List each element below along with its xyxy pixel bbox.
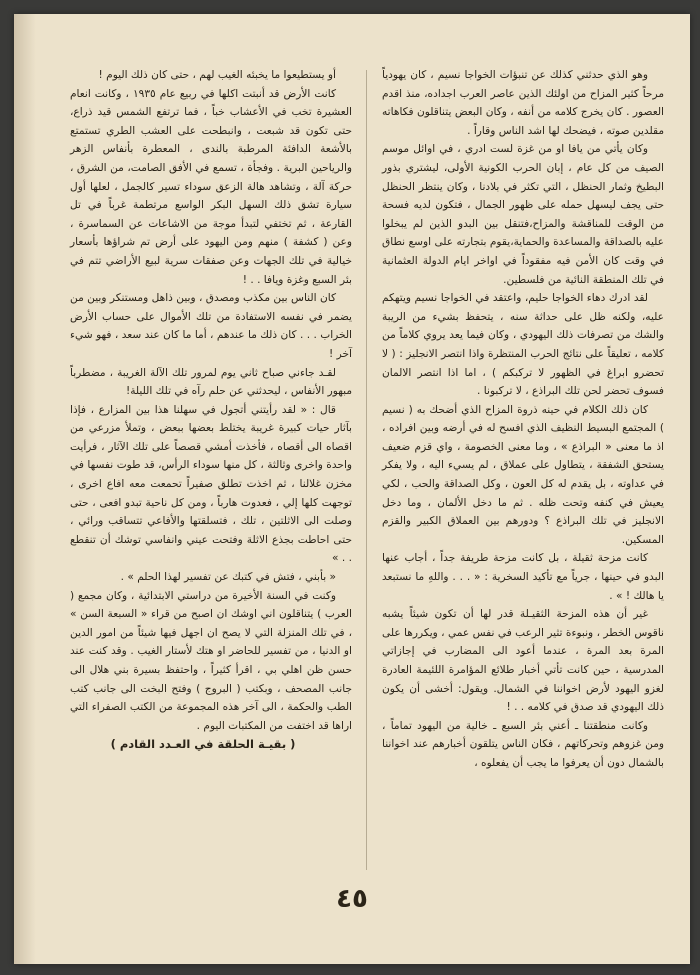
left-text-column: [70, 66, 352, 754]
paragraph: وكانت منطقتنا ـ أعني بئر السبع ـ خالية من اليهود تماماً ، ومن غزوهم وتحركاتهم ، فكان الناس يتلقون أخبارهم عند اخواننا بالشمال دون أن يعرفوا ما يجب أن يفعلوه ،: [382, 719, 664, 769]
paragraph: قال : « لقد رأيتني أتجول في سهلنا هذا بين المزارع ، فإذا بآثار حيات كبيرة غريبة يختلط بعضها ببعض ، وتملأ مزرعي من اقصاه الى أقصاه ، فأخذت أمشي قصصاً على تلك الآثار ، فرأيت واحدة واخرى وثالثة ، كل منها سوداء الرأس، قد طوت نفسها في مخزن غلالنا ، ثم اخذت تطلق صفيراً تحمعت معه افاع اخرى ، توجهت كلها إلي ، فعدوت هارباً ، ومن كل ناحية تبدو افعى ، حتى وصلت الى الاثلتين ، تلك ، فتسلقتها والأفاعي تتساقب ورائي ، حتى احاطت بجذع الاثلة وفتحت عيني وانفاسي توشك أن تنقطع . . »: [70, 403, 352, 565]
column-divider: [366, 70, 367, 870]
paragraph: لقد ادرك دهاء الخواجا حليم، واعتقد في الخواجا نسيم ويتهكم عليه، ولكنه ظل على حداثة سنه ، يتحفظ بشيء من الريبة والشك من تصرفات ذلك اليهودي ، وكان فيما يعد يروي كلاماً من كلامه ، تعليقاً على نتائج الحرب المنتظرة واذا انتصر الانجليز : ( لا تحضرو ابراغ في الظهور لا تركبكم ) ، اما اذا انتصر الالمان فسوف تحضر لحن تلك البراذع ، لا تركبونا .: [382, 292, 664, 398]
paragraph: كانت الأرض قد أنبتت اكلها في ربيع عام ١٩٣٥ ، وكانت انعام العشيرة تخب في الأعشاب خباً ، فما ترتفع الشمس قيد ذراع، حتى تكون قد شبعت ، وانبطحت على العشب الطري تستمتع بالأشعة الدافئة المرطبة بالندى ، المعطرة بأنفاس الزهر والرياحين البرية . وفجأة ، تسمع في الأفق الصامت، من الشرق ، حركة آلة ، وتشاهد هالة الزعق سوداء تسير كالجمل ، لعلها أول سيارة تشق ذلك السهل البكر الواسع مرتطمة غرباً في تل القارعة ، ثم تختفي لتبدأ موجة من الاشاعات عن السماسرة ، وعن ( كشفة ) منهم ومن اليهود على أرض تم شراؤها بأسعار خيالية في تلك الجهات وعن صفقات سرية لبيع الأراضي تتم في بئر السبع وغزة ويافا . . !: [70, 87, 352, 286]
magazine-page: [14, 14, 690, 964]
paragraph: وكان يأتي من يافا او من غزة لست ادري ، في اوائل موسم الصيف من كل عام ، إبان الحرب الكونية الأولى، ليشتري بذور البطيخ وثمار الحنظل ، التي تكثر في بلادنا ، وكان ينتظر الحنظل حتى يجف ليسهل حمله على ظهور الجمال ، فتكون لديه فسحة من الوقت للمناقشة والمزاح،فتنقل بين البدو الذين لم يبخلوا عليه بالصداقة والمساعدة والحماية،يقوم بتجارته على اوسع نطاق في وقت كان الأمن فيه مفقوداً في اواخر ايام الدولة العثمانية في تلك المنطقة النائية من فلسطين.: [382, 143, 664, 286]
paragraph: وكنت في السنة الأخيرة من دراستي الابتدائية ، وكان مجمع ( العرب ) يتناقلون اني اوشك ان اصبح من قراء « السبعة السن » ، في تلك المنزلة التي لا يصح ان اجهل فيها شيئاً من امور الدين او الدنيا ، من تفسير للحاضر او هتك لأستار الغيب . وقد كنت عند حسن ظن اهلي بي ، اقرأ كثيراً ، واحتفظ بسيرة بني هلال الى جانب المصحف ، وبكتب ( البروج ) وفتح البخت الى جانب كتب الطب والحكمة ، الى آخر هذه المجموعة من الكتب الصفراء التي اراها قد اختفت من المكتبات اليوم .: [70, 589, 352, 732]
paragraph: كانت مزحة ثقيلة ، بل كانت مزحة طريفة جداً ، أجاب عنها البدو في حينها ، جرياً مع تأكيد السخرية : « . . . واللهِ ما نستبعد يا هالك ! » .: [382, 552, 664, 602]
right-text-column: [382, 66, 664, 773]
paragraph: غير أن هذه المزحة الثقيـلة قدر لها أن تكون شيئاً يشبه ناقوس الخطر ، ونبوءة تثير الرعب في نفس عمي ، ويكررها على المرة بعد المرة ، عندما أعود الى المضارب في إجازاتي المدرسية ، حين كانت تأتي أخبار طلائع المؤامرة اللئيمة العادرة لغزو اليهود لأرض اخواننا في الشمال. ويقول: أخشى أن يكون ذلك اليهودي قد صدق في كلامه . . !: [382, 608, 664, 714]
page-number: ٤٥: [336, 884, 368, 914]
paragraph: لقـد جاءني صباح ثاني يوم لمرور تلك الآلة الغريبة ، مضطرباً مبهور الأنفاس ، ليحدثني عن حلم رآه في تلك الليلة!: [70, 366, 352, 398]
paragraph: كان الناس بين مكذب ومصدق ، وبين ذاهل ومستنكر وبين من يضمر في نفسه الاستفادة من تلك الأموال على حساب الأرض الخراب . . . كان ذلك ما عندهم ، أما ما كان عند سعد ، فهو شيء آخر !: [70, 292, 352, 360]
continuation-note: ( بقيـة الحلقة في العـدد القادم ): [110, 737, 296, 752]
paragraph: كان ذلك الكلام في حينه ذروة المزاح الذي أضحك به ( نسيم ) المجتمع البسيط النظيف الذي افسح له في أرضه وبين افراده ، اذ ما معنى « البراذع » ، وما معنى الخصومة ، واي قزم ضعيف يستحق الشفقة ، يتطاول على عملاق ، لم يسيء اليه ، ولا يفكر في عداوته ، بل يقدم له كل العون ، وكل الصداقة والحب ، لكي يعيش في كنفه وتحت ظله . ثم ما دخل الألمان ، وما دخل الانجليز في تلك البراذع ؟ ودورهم بين العملاق الكبير والقزم المسكين.: [382, 403, 664, 546]
paragraph: وهو الذي حدثني كذلك عن تنبؤات الخواجا نسيم ، كان يهودياً مرحاً كثير المزاح من اولئك الذين عاصر العرب اجداده، منذ اقدم العصور . كان يخرج كلامه من أنفه ، وكان البعض يتناقلون فكاهاته مقلدين صوته ، فيضحك لها اشد الناس وقاراً .: [382, 69, 664, 137]
paragraph: « بأبني ، فتش في كتبك عن تفسير لهذا الحلم » .: [120, 571, 336, 584]
paragraph: أو يستطيعوا ما يخبئه الغيب لهم ، حتى كان ذلك اليوم !: [98, 69, 336, 81]
